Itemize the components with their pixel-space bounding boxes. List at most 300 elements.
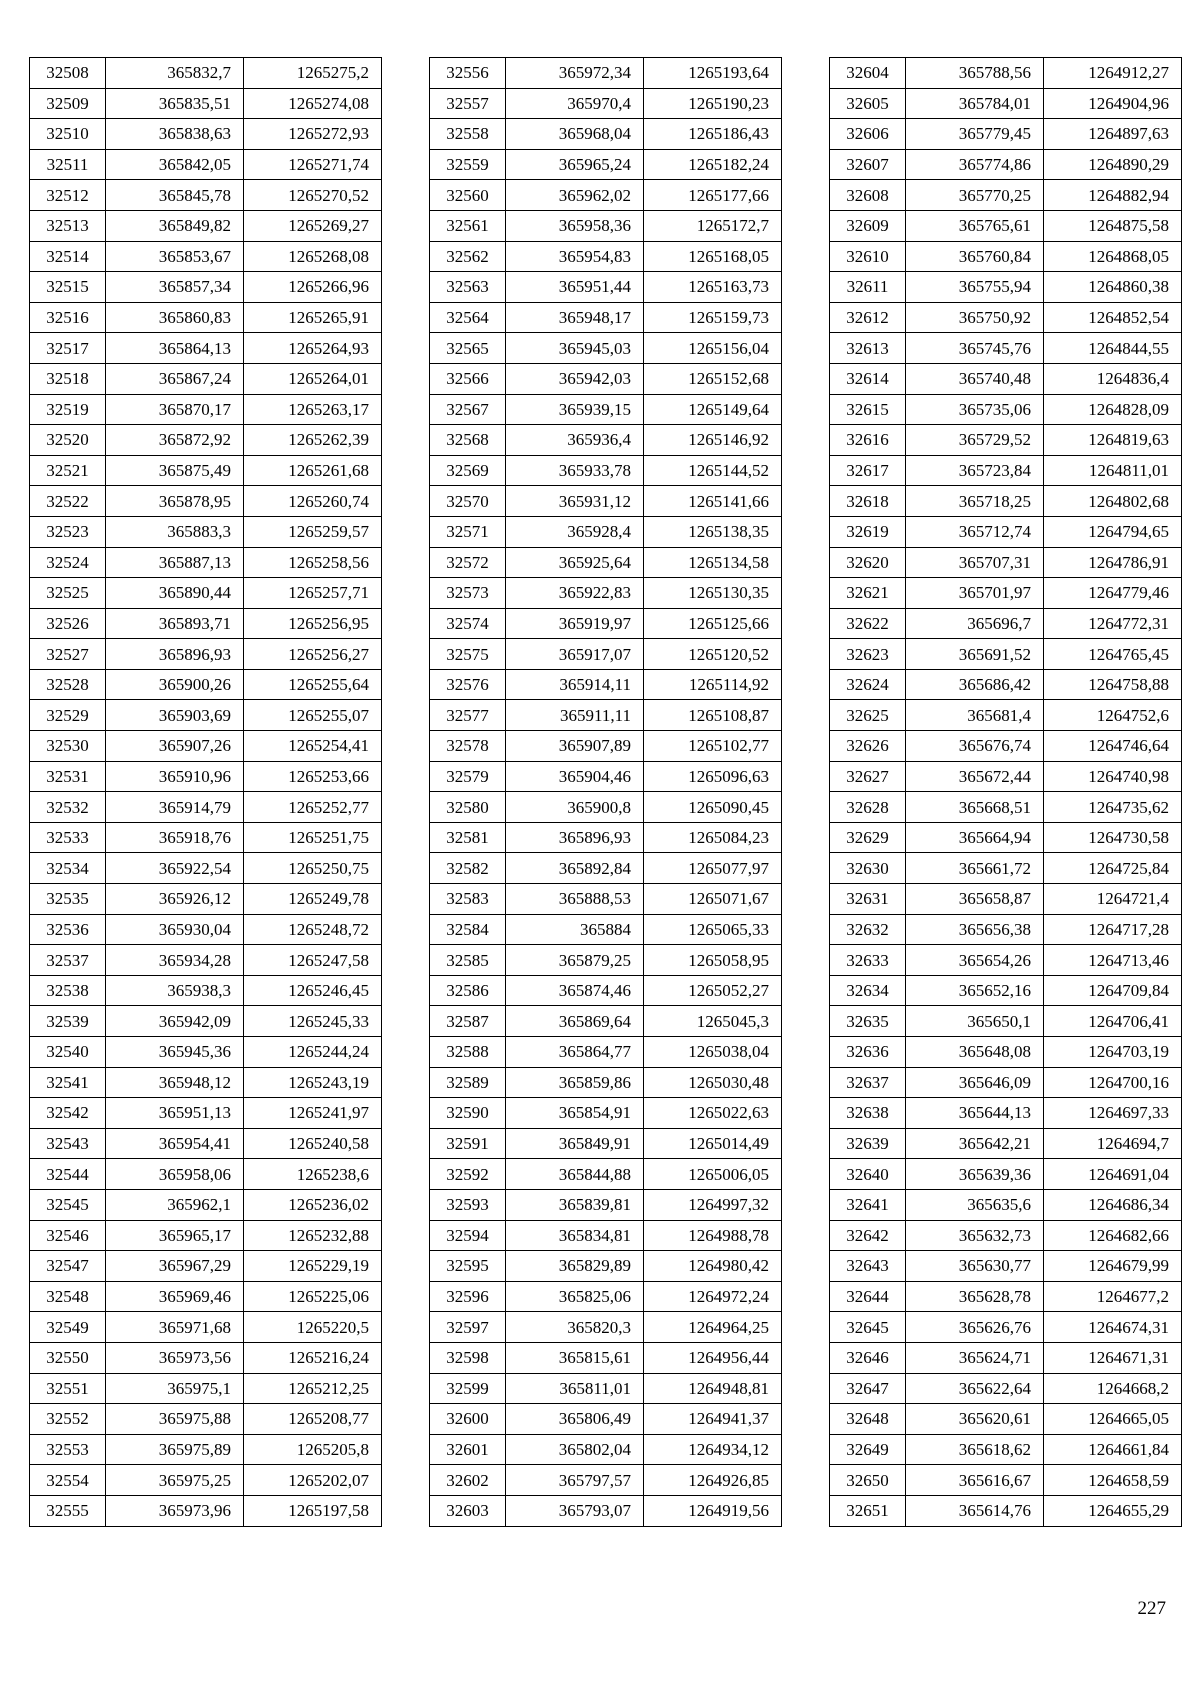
- x-coordinate-cell: 365965,24: [506, 149, 644, 180]
- table-row: [430, 425, 782, 456]
- point-id-cell: 32551: [30, 1373, 106, 1404]
- x-coordinate-cell: 365945,36: [106, 1037, 244, 1068]
- point-id-cell: 32596: [430, 1281, 506, 1312]
- y-coordinate-cell: 1265134,58: [644, 547, 782, 578]
- y-coordinate-cell: 1264655,29: [1044, 1495, 1182, 1526]
- table-row: [830, 975, 1182, 1006]
- point-id-cell: 32577: [430, 700, 506, 731]
- table-row: [830, 669, 1182, 700]
- y-coordinate-cell: 1265257,71: [244, 578, 382, 609]
- x-coordinate-cell: 365839,81: [506, 1189, 644, 1220]
- y-coordinate-cell: 1264668,2: [1044, 1373, 1182, 1404]
- y-coordinate-cell: 1265232,88: [244, 1220, 382, 1251]
- page-number: 227: [1137, 1598, 1166, 1619]
- y-coordinate-cell: 1265205,8: [244, 1434, 382, 1465]
- table-row: [30, 1189, 382, 1220]
- y-coordinate-cell: 1264794,65: [1044, 516, 1182, 547]
- x-coordinate-cell: 365942,03: [506, 363, 644, 394]
- y-coordinate-cell: 1264706,41: [1044, 1006, 1182, 1037]
- table-row: [430, 516, 782, 547]
- x-coordinate-cell: 365968,04: [506, 119, 644, 150]
- point-id-cell: 32621: [830, 578, 906, 609]
- table-row: [830, 1465, 1182, 1496]
- point-id-cell: 32567: [430, 394, 506, 425]
- table-row: [430, 914, 782, 945]
- point-id-cell: 32512: [30, 180, 106, 211]
- point-id-cell: 32643: [830, 1251, 906, 1282]
- point-id-cell: 32618: [830, 486, 906, 517]
- x-coordinate-cell: 365922,54: [106, 853, 244, 884]
- table-row: [830, 608, 1182, 639]
- point-id-cell: 32631: [830, 884, 906, 915]
- table-row: [30, 1067, 382, 1098]
- y-coordinate-cell: 1265241,97: [244, 1098, 382, 1129]
- x-coordinate-cell: 365892,84: [506, 853, 644, 884]
- x-coordinate-cell: 365917,07: [506, 639, 644, 670]
- table-row: [430, 394, 782, 425]
- x-coordinate-cell: 365926,12: [106, 884, 244, 915]
- y-coordinate-cell: 1264919,56: [644, 1495, 782, 1526]
- table-row: [430, 486, 782, 517]
- y-coordinate-cell: 1265259,57: [244, 516, 382, 547]
- table-row: [30, 272, 382, 303]
- x-coordinate-cell: 365896,93: [506, 822, 644, 853]
- point-id-cell: 32648: [830, 1404, 906, 1435]
- y-coordinate-cell: 1265269,27: [244, 210, 382, 241]
- point-id-cell: 32569: [430, 455, 506, 486]
- table-row: [30, 1251, 382, 1282]
- table-row: [430, 1312, 782, 1343]
- table-row: [830, 1281, 1182, 1312]
- table-row: [830, 58, 1182, 89]
- table-row: [830, 945, 1182, 976]
- point-id-cell: 32632: [830, 914, 906, 945]
- x-coordinate-cell: 365648,08: [906, 1037, 1044, 1068]
- point-id-cell: 32630: [830, 853, 906, 884]
- y-coordinate-cell: 1264740,98: [1044, 761, 1182, 792]
- y-coordinate-cell: 1265084,23: [644, 822, 782, 853]
- y-coordinate-cell: 1264686,34: [1044, 1189, 1182, 1220]
- table-row: [30, 1404, 382, 1435]
- point-id-cell: 32525: [30, 578, 106, 609]
- point-id-cell: 32619: [830, 516, 906, 547]
- y-coordinate-cell: 1265144,52: [644, 455, 782, 486]
- table-row: [30, 119, 382, 150]
- coordinate-table-3: [829, 57, 1182, 1527]
- y-coordinate-cell: 1265125,66: [644, 608, 782, 639]
- table-row: [30, 1434, 382, 1465]
- table-row: [430, 822, 782, 853]
- table-row: [830, 302, 1182, 333]
- x-coordinate-cell: 365654,26: [906, 945, 1044, 976]
- y-coordinate-cell: 1265193,64: [644, 58, 782, 89]
- x-coordinate-cell: 365975,1: [106, 1373, 244, 1404]
- x-coordinate-cell: 365701,97: [906, 578, 1044, 609]
- y-coordinate-cell: 1265256,27: [244, 639, 382, 670]
- table-row: [30, 1373, 382, 1404]
- y-coordinate-cell: 1265264,93: [244, 333, 382, 364]
- table-row: [30, 1006, 382, 1037]
- x-coordinate-cell: 365854,91: [506, 1098, 644, 1129]
- y-coordinate-cell: 1265268,08: [244, 241, 382, 272]
- point-id-cell: 32547: [30, 1251, 106, 1282]
- x-coordinate-cell: 365875,49: [106, 455, 244, 486]
- point-id-cell: 32623: [830, 639, 906, 670]
- table-row: [430, 333, 782, 364]
- point-id-cell: 32537: [30, 945, 106, 976]
- point-id-cell: 32646: [830, 1342, 906, 1373]
- y-coordinate-cell: 1265238,6: [244, 1159, 382, 1190]
- table-row: [430, 1281, 782, 1312]
- y-coordinate-cell: 1264758,88: [1044, 669, 1182, 700]
- x-coordinate-cell: 365626,76: [906, 1312, 1044, 1343]
- x-coordinate-cell: 365888,53: [506, 884, 644, 915]
- x-coordinate-cell: 365864,13: [106, 333, 244, 364]
- point-id-cell: 32586: [430, 975, 506, 1006]
- y-coordinate-cell: 1264844,55: [1044, 333, 1182, 364]
- y-coordinate-cell: 1265275,2: [244, 58, 382, 89]
- point-id-cell: 32574: [430, 608, 506, 639]
- y-coordinate-cell: 1265108,87: [644, 700, 782, 731]
- y-coordinate-cell: 1264875,58: [1044, 210, 1182, 241]
- x-coordinate-cell: 365630,77: [906, 1251, 1044, 1282]
- point-id-cell: 32606: [830, 119, 906, 150]
- x-coordinate-cell: 365755,94: [906, 272, 1044, 303]
- point-id-cell: 32603: [430, 1495, 506, 1526]
- table-row: [830, 394, 1182, 425]
- x-coordinate-cell: 365765,61: [906, 210, 1044, 241]
- y-coordinate-cell: 1264703,19: [1044, 1037, 1182, 1068]
- x-coordinate-cell: 365900,26: [106, 669, 244, 700]
- y-coordinate-cell: 1264721,4: [1044, 884, 1182, 915]
- y-coordinate-cell: 1264765,45: [1044, 639, 1182, 670]
- point-id-cell: 32562: [430, 241, 506, 272]
- point-id-cell: 32540: [30, 1037, 106, 1068]
- x-coordinate-cell: 365806,49: [506, 1404, 644, 1435]
- y-coordinate-cell: 1265255,07: [244, 700, 382, 731]
- y-coordinate-cell: 1265258,56: [244, 547, 382, 578]
- y-coordinate-cell: 1264717,28: [1044, 914, 1182, 945]
- table-row: [430, 1373, 782, 1404]
- point-id-cell: 32532: [30, 792, 106, 823]
- table-row: [830, 578, 1182, 609]
- x-coordinate-cell: 365624,71: [906, 1342, 1044, 1373]
- x-coordinate-cell: 365958,36: [506, 210, 644, 241]
- table-row: [830, 1434, 1182, 1465]
- point-id-cell: 32544: [30, 1159, 106, 1190]
- x-coordinate-cell: 365614,76: [906, 1495, 1044, 1526]
- y-coordinate-cell: 1265254,41: [244, 731, 382, 762]
- x-coordinate-cell: 365887,13: [106, 547, 244, 578]
- table-row: [30, 486, 382, 517]
- y-coordinate-cell: 1264725,84: [1044, 853, 1182, 884]
- y-coordinate-cell: 1265130,35: [644, 578, 782, 609]
- point-id-cell: 32509: [30, 88, 106, 119]
- x-coordinate-cell: 365975,25: [106, 1465, 244, 1496]
- table-row: [430, 945, 782, 976]
- table-row: [830, 547, 1182, 578]
- table-row: [430, 1159, 782, 1190]
- point-id-cell: 32546: [30, 1220, 106, 1251]
- y-coordinate-cell: 1265177,66: [644, 180, 782, 211]
- table-row: [430, 149, 782, 180]
- point-id-cell: 32530: [30, 731, 106, 762]
- y-coordinate-cell: 1265096,63: [644, 761, 782, 792]
- table-row: [30, 731, 382, 762]
- table-row: [30, 1128, 382, 1159]
- x-coordinate-cell: 365907,89: [506, 731, 644, 762]
- point-id-cell: 32550: [30, 1342, 106, 1373]
- point-id-cell: 32561: [430, 210, 506, 241]
- x-coordinate-cell: 365658,87: [906, 884, 1044, 915]
- table-row: [30, 1220, 382, 1251]
- y-coordinate-cell: 1265030,48: [644, 1067, 782, 1098]
- point-id-cell: 32615: [830, 394, 906, 425]
- y-coordinate-cell: 1265236,02: [244, 1189, 382, 1220]
- table-row: [430, 58, 782, 89]
- table-row: [430, 272, 782, 303]
- y-coordinate-cell: 1264658,59: [1044, 1465, 1182, 1496]
- y-coordinate-cell: 1265159,73: [644, 302, 782, 333]
- x-coordinate-cell: 365951,44: [506, 272, 644, 303]
- table-row: [830, 761, 1182, 792]
- y-coordinate-cell: 1264730,58: [1044, 822, 1182, 853]
- x-coordinate-cell: 365870,17: [106, 394, 244, 425]
- y-coordinate-cell: 1264802,68: [1044, 486, 1182, 517]
- table-row: [30, 975, 382, 1006]
- y-coordinate-cell: 1264772,31: [1044, 608, 1182, 639]
- table-row: [830, 1220, 1182, 1251]
- table-row: [830, 1037, 1182, 1068]
- x-coordinate-cell: 365973,96: [106, 1495, 244, 1526]
- point-id-cell: 32595: [430, 1251, 506, 1282]
- point-id-cell: 32527: [30, 639, 106, 670]
- point-id-cell: 32552: [30, 1404, 106, 1435]
- table-row: [30, 241, 382, 272]
- x-coordinate-cell: 365656,38: [906, 914, 1044, 945]
- x-coordinate-cell: 365962,1: [106, 1189, 244, 1220]
- table-row: [30, 58, 382, 89]
- point-id-cell: 32611: [830, 272, 906, 303]
- x-coordinate-cell: 365860,83: [106, 302, 244, 333]
- x-coordinate-cell: 365962,02: [506, 180, 644, 211]
- table-row: [430, 1067, 782, 1098]
- y-coordinate-cell: 1265272,93: [244, 119, 382, 150]
- y-coordinate-cell: 1265270,52: [244, 180, 382, 211]
- table-row: [430, 1495, 782, 1526]
- point-id-cell: 32582: [430, 853, 506, 884]
- table-row: [30, 1312, 382, 1343]
- y-coordinate-cell: 1265263,17: [244, 394, 382, 425]
- x-coordinate-cell: 365890,44: [106, 578, 244, 609]
- point-id-cell: 32524: [30, 547, 106, 578]
- point-id-cell: 32514: [30, 241, 106, 272]
- table-row: [30, 302, 382, 333]
- x-coordinate-cell: 365797,57: [506, 1465, 644, 1496]
- y-coordinate-cell: 1264912,27: [1044, 58, 1182, 89]
- table-row: [430, 1220, 782, 1251]
- x-coordinate-cell: 365872,92: [106, 425, 244, 456]
- y-coordinate-cell: 1265245,33: [244, 1006, 382, 1037]
- y-coordinate-cell: 1264697,33: [1044, 1098, 1182, 1129]
- table-row: [430, 1404, 782, 1435]
- y-coordinate-cell: 1264674,31: [1044, 1312, 1182, 1343]
- x-coordinate-cell: 365954,41: [106, 1128, 244, 1159]
- table-row: [30, 792, 382, 823]
- point-id-cell: 32515: [30, 272, 106, 303]
- y-coordinate-cell: 1264868,05: [1044, 241, 1182, 272]
- y-coordinate-cell: 1264746,64: [1044, 731, 1182, 762]
- y-coordinate-cell: 1264752,6: [1044, 700, 1182, 731]
- x-coordinate-cell: 365931,12: [506, 486, 644, 517]
- point-id-cell: 32576: [430, 669, 506, 700]
- x-coordinate-cell: 365784,01: [906, 88, 1044, 119]
- x-coordinate-cell: 365972,34: [506, 58, 644, 89]
- point-id-cell: 32610: [830, 241, 906, 272]
- y-coordinate-cell: 1265271,74: [244, 149, 382, 180]
- x-coordinate-cell: 365919,97: [506, 608, 644, 639]
- y-coordinate-cell: 1265208,77: [244, 1404, 382, 1435]
- table-row: [830, 1098, 1182, 1129]
- table-row: [430, 302, 782, 333]
- y-coordinate-cell: 1264679,99: [1044, 1251, 1182, 1282]
- x-coordinate-cell: 365879,25: [506, 945, 644, 976]
- x-coordinate-cell: 365729,52: [906, 425, 1044, 456]
- point-id-cell: 32558: [430, 119, 506, 150]
- point-id-cell: 32613: [830, 333, 906, 364]
- table-row: [830, 363, 1182, 394]
- x-coordinate-cell: 365934,28: [106, 945, 244, 976]
- x-coordinate-cell: 365642,21: [906, 1128, 1044, 1159]
- point-id-cell: 32564: [430, 302, 506, 333]
- table-row: [830, 639, 1182, 670]
- y-coordinate-cell: 1265163,73: [644, 272, 782, 303]
- y-coordinate-cell: 1264860,38: [1044, 272, 1182, 303]
- x-coordinate-cell: 365829,89: [506, 1251, 644, 1282]
- point-id-cell: 32548: [30, 1281, 106, 1312]
- table-row: [430, 1189, 782, 1220]
- table-row: [830, 516, 1182, 547]
- table-row: [30, 547, 382, 578]
- y-coordinate-cell: 1265065,33: [644, 914, 782, 945]
- table-row: [30, 425, 382, 456]
- table-row: [830, 1404, 1182, 1435]
- table-row: [830, 1067, 1182, 1098]
- x-coordinate-cell: 365696,7: [906, 608, 1044, 639]
- point-id-cell: 32609: [830, 210, 906, 241]
- table-row: [830, 914, 1182, 945]
- x-coordinate-cell: 365849,91: [506, 1128, 644, 1159]
- y-coordinate-cell: 1264677,2: [1044, 1281, 1182, 1312]
- x-coordinate-cell: 365948,17: [506, 302, 644, 333]
- y-coordinate-cell: 1264661,84: [1044, 1434, 1182, 1465]
- table-row: [30, 149, 382, 180]
- table-row: [30, 1495, 382, 1526]
- y-coordinate-cell: 1265149,64: [644, 394, 782, 425]
- x-coordinate-cell: 365652,16: [906, 975, 1044, 1006]
- y-coordinate-cell: 1264665,05: [1044, 1404, 1182, 1435]
- y-coordinate-cell: 1264897,63: [1044, 119, 1182, 150]
- y-coordinate-cell: 1264709,84: [1044, 975, 1182, 1006]
- table-row: [30, 853, 382, 884]
- point-id-cell: 32608: [830, 180, 906, 211]
- point-id-cell: 32645: [830, 1312, 906, 1343]
- point-id-cell: 32634: [830, 975, 906, 1006]
- point-id-cell: 32570: [430, 486, 506, 517]
- y-coordinate-cell: 1265274,08: [244, 88, 382, 119]
- point-id-cell: 32629: [830, 822, 906, 853]
- y-coordinate-cell: 1265182,24: [644, 149, 782, 180]
- point-id-cell: 32585: [430, 945, 506, 976]
- x-coordinate-cell: 365842,05: [106, 149, 244, 180]
- point-id-cell: 32510: [30, 119, 106, 150]
- x-coordinate-cell: 365874,46: [506, 975, 644, 1006]
- x-coordinate-cell: 365622,64: [906, 1373, 1044, 1404]
- table-row: [830, 455, 1182, 486]
- x-coordinate-cell: 365951,13: [106, 1098, 244, 1129]
- y-coordinate-cell: 1265256,95: [244, 608, 382, 639]
- table-row: [430, 241, 782, 272]
- y-coordinate-cell: 1265172,7: [644, 210, 782, 241]
- x-coordinate-cell: 365760,84: [906, 241, 1044, 272]
- x-coordinate-cell: 365928,4: [506, 516, 644, 547]
- y-coordinate-cell: 1264713,46: [1044, 945, 1182, 976]
- table-row: [30, 761, 382, 792]
- y-coordinate-cell: 1265058,95: [644, 945, 782, 976]
- x-coordinate-cell: 365676,74: [906, 731, 1044, 762]
- x-coordinate-cell: 365945,03: [506, 333, 644, 364]
- y-coordinate-cell: 1265265,91: [244, 302, 382, 333]
- y-coordinate-cell: 1265248,72: [244, 914, 382, 945]
- point-id-cell: 32583: [430, 884, 506, 915]
- y-coordinate-cell: 1264972,24: [644, 1281, 782, 1312]
- y-coordinate-cell: 1264997,32: [644, 1189, 782, 1220]
- table-row: [30, 884, 382, 915]
- y-coordinate-cell: 1264852,54: [1044, 302, 1182, 333]
- table-row: [830, 1251, 1182, 1282]
- x-coordinate-cell: 365869,64: [506, 1006, 644, 1037]
- point-id-cell: 32584: [430, 914, 506, 945]
- table-row: [30, 363, 382, 394]
- y-coordinate-cell: 1265138,35: [644, 516, 782, 547]
- point-id-cell: 32637: [830, 1067, 906, 1098]
- x-coordinate-cell: 365668,51: [906, 792, 1044, 823]
- x-coordinate-cell: 365628,78: [906, 1281, 1044, 1312]
- point-id-cell: 32626: [830, 731, 906, 762]
- point-id-cell: 32593: [430, 1189, 506, 1220]
- x-coordinate-cell: 365967,29: [106, 1251, 244, 1282]
- table-row: [30, 180, 382, 211]
- x-coordinate-cell: 365834,81: [506, 1220, 644, 1251]
- y-coordinate-cell: 1264980,42: [644, 1251, 782, 1282]
- point-id-cell: 32639: [830, 1128, 906, 1159]
- y-coordinate-cell: 1264819,63: [1044, 425, 1182, 456]
- point-id-cell: 32650: [830, 1465, 906, 1496]
- point-id-cell: 32536: [30, 914, 106, 945]
- table-row: [430, 578, 782, 609]
- table-row: [430, 731, 782, 762]
- x-coordinate-cell: 365975,88: [106, 1404, 244, 1435]
- point-id-cell: 32580: [430, 792, 506, 823]
- point-id-cell: 32508: [30, 58, 106, 89]
- point-id-cell: 32587: [430, 1006, 506, 1037]
- y-coordinate-cell: 1264934,12: [644, 1434, 782, 1465]
- table-row: [830, 822, 1182, 853]
- table-row: [430, 884, 782, 915]
- point-id-cell: 32572: [430, 547, 506, 578]
- y-coordinate-cell: 1265052,27: [644, 975, 782, 1006]
- point-id-cell: 32636: [830, 1037, 906, 1068]
